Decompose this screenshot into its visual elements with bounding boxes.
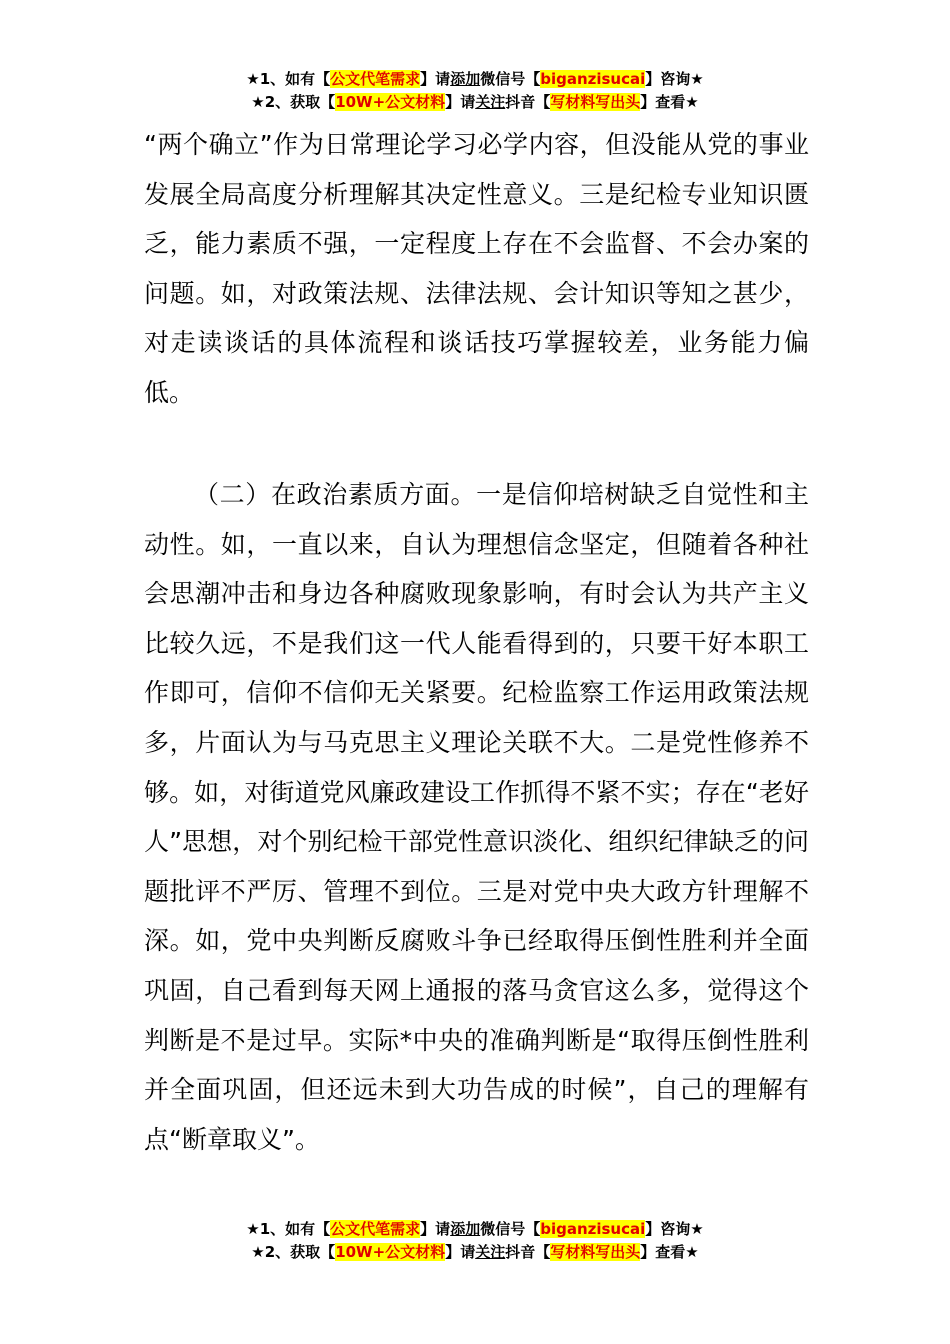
banner-text: 】请 xyxy=(420,1220,451,1238)
highlight-text: 10W+公文材料 xyxy=(335,1243,446,1261)
banner-text: ★2、获取【 xyxy=(251,1243,336,1261)
banner-text: ★1、如有【 xyxy=(246,1220,331,1238)
banner-text: 添加 xyxy=(450,70,481,88)
wechat-id: biganzisucai xyxy=(540,70,646,88)
banner-text: 】咨询★ xyxy=(645,1220,704,1238)
banner-text: 抖音【 xyxy=(505,1243,551,1261)
body-paragraph-2-block xyxy=(144,470,809,1164)
banner-text: 微信号【 xyxy=(480,70,541,88)
footer-banner xyxy=(0,1218,950,1264)
banner-text: ★1、如有【 xyxy=(246,70,331,88)
banner-text: 】查看★ xyxy=(640,93,699,111)
banner-text: 关注 xyxy=(475,1243,506,1261)
banner-text: 】请 xyxy=(445,1243,476,1261)
header-banner xyxy=(0,68,950,114)
banner-text: 】查看★ xyxy=(640,1243,699,1261)
banner-text: 】请 xyxy=(420,70,451,88)
banner-line-1 xyxy=(0,1218,950,1241)
banner-text: 微信号【 xyxy=(480,1220,541,1238)
highlight-text: 公文代笔需求 xyxy=(330,1220,421,1238)
douyin-id: 写材料写出头 xyxy=(550,1243,641,1261)
banner-text: 关注 xyxy=(475,93,506,111)
douyin-id: 写材料写出头 xyxy=(550,93,641,111)
banner-text: 抖音【 xyxy=(505,93,551,111)
body-paragraph: （二）在政治素质方面。一是信仰培树缺乏自觉性和主动性。如，一直以来，自认为理想信念坚定，但随着各种社会思潮冲击和身边各种腐败现象影响，有时会认为共产主义比较久远，不是我们这一代人能看得到的，只要干好本职工作即可，信仰不信仰无关紧要。纪检监察工作运用政策法规多，片面认为与马克思主义理论关联不大。二是党性修养不够。如，对街道党风廉政建设工作抓得不紧不实；存在“老好人”思想，对个别纪检干部党性意识淡化、组织纪律缺乏的问题批评不严厉、管理不到位。三是对党中央大政方针理解不深。如，党中央判断反腐败斗争已经取得压倒性胜利并全面巩固，自己看到每天网上通报的落马贪官这么多，觉得这个判断是不是过早。实际*中央的准确判断是“取得压倒性胜利并全面巩固，但还远未到大功告成的时候”，自己的理解有点“断章取义”。 xyxy=(144,480,809,1154)
banner-line-2 xyxy=(0,1241,950,1264)
banner-text: ★2、获取【 xyxy=(251,93,336,111)
highlight-text: 10W+公文材料 xyxy=(335,93,446,111)
body-paragraph-1-block xyxy=(144,120,809,418)
wechat-id: biganzisucai xyxy=(540,1220,646,1238)
banner-text: 】咨询★ xyxy=(645,70,704,88)
banner-line-2 xyxy=(0,91,950,114)
banner-text: 】请 xyxy=(445,93,476,111)
highlight-text: 公文代笔需求 xyxy=(330,70,421,88)
banner-line-1 xyxy=(0,68,950,91)
banner-text: 添加 xyxy=(450,1220,481,1238)
body-paragraph: “两个确立”作为日常理论学习必学内容，但没能从党的事业发展全局高度分析理解其决定性意义。三是纪检专业知识匮乏，能力素质不强，一定程度上存在不会监督、不会办案的问题。如，对政策法规、法律法规、会计知识等知之甚少，对走读谈话的具体流程和谈话技巧掌握较差，业务能力偏低。 xyxy=(144,130,809,407)
